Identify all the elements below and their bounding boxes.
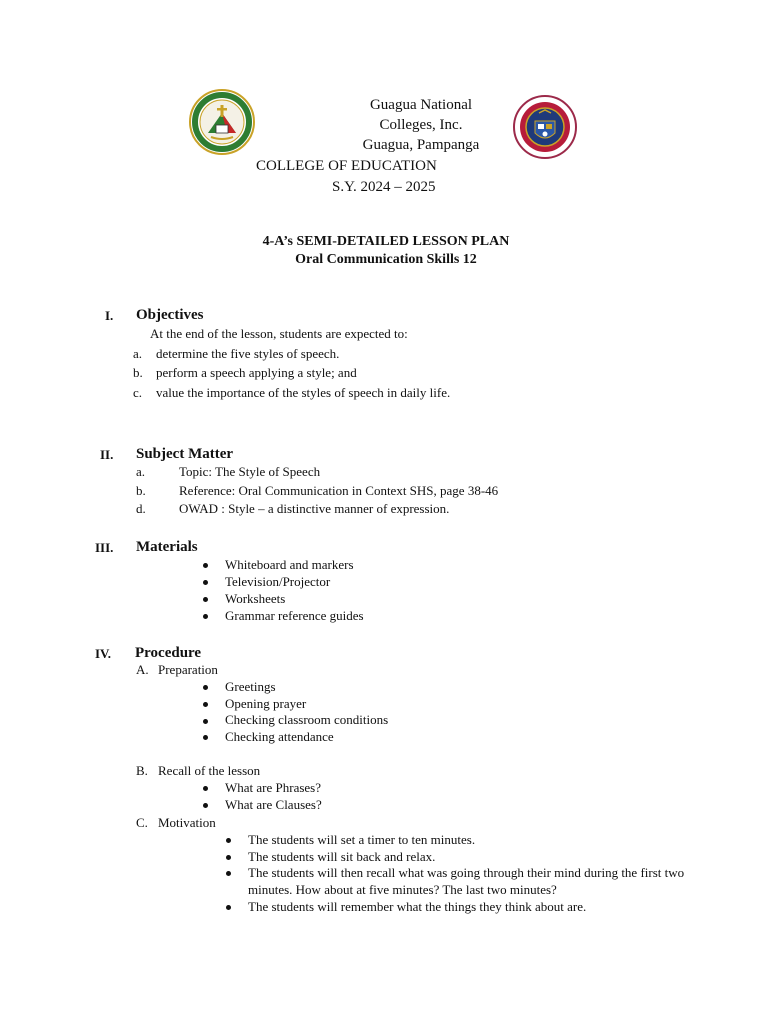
section-heading-subject-matter: Subject Matter — [136, 446, 234, 462]
bullet-icon — [203, 563, 208, 568]
list-item: What are Clauses? — [225, 797, 322, 812]
section-numeral-subject-matter: II. — [100, 447, 114, 462]
bullet-icon — [226, 855, 231, 860]
bullet-icon — [203, 786, 208, 791]
list-marker: a. — [136, 464, 146, 479]
subsection-marker: C. — [136, 815, 148, 830]
objectives-intro: At the end of the lesson, students are expected to: — [150, 326, 408, 341]
subsection-marker: B. — [136, 763, 148, 778]
list-item: value the importance of the styles of speech in daily life. — [156, 385, 451, 400]
list-item: perform a speech applying a style; and — [156, 365, 357, 380]
bullet-icon — [203, 597, 208, 602]
list-item: Worksheets — [225, 591, 286, 606]
list-marker: a. — [133, 346, 143, 361]
list-marker: c. — [133, 385, 143, 400]
bullet-icon — [203, 719, 208, 724]
section-heading-procedure: Procedure — [135, 645, 202, 661]
list-item: Grammar reference guides — [225, 608, 364, 623]
list-item: Television/Projector — [225, 574, 331, 589]
subject-title: Oral Communication Skills 12 — [295, 252, 477, 267]
list-item: Checking classroom conditions — [225, 712, 389, 727]
college-name: COLLEGE OF EDUCATION — [256, 158, 437, 174]
list-item: The students will then recall what was going through their mind during the first two — [248, 865, 685, 880]
school-name-line-2: Colleges, Inc. — [379, 117, 463, 133]
list-item-continuation: minutes. How about at five minutes? The last two minutes? — [248, 882, 557, 897]
school-year: S.Y. 2024 – 2025 — [332, 179, 436, 195]
bullet-icon — [226, 905, 231, 910]
bullet-icon — [203, 685, 208, 690]
bullet-icon — [226, 838, 231, 843]
list-item: What are Phrases? — [225, 780, 322, 795]
list-item: The students will set a timer to ten minutes. — [248, 832, 476, 847]
bullet-icon — [226, 871, 231, 876]
college-of-education-seal — [513, 95, 577, 159]
list-item: determine the five styles of speech. — [156, 346, 340, 361]
bullet-icon — [203, 803, 208, 808]
list-item: OWAD : Style – a distinctive manner of expression. — [179, 501, 450, 516]
list-item: Opening prayer — [225, 696, 307, 711]
list-marker: d. — [136, 501, 146, 516]
subsection-label-motivation: Motivation — [158, 815, 216, 830]
section-numeral-procedure: IV. — [95, 646, 112, 661]
bullet-icon — [203, 614, 208, 619]
list-item: Topic: The Style of Speech — [179, 464, 321, 479]
lesson-plan-title: 4-A’s SEMI-DETAILED LESSON PLAN — [262, 234, 510, 249]
section-heading-objectives: Objectives — [136, 307, 204, 323]
list-marker: b. — [133, 365, 143, 380]
school-location: Guagua, Pampanga — [362, 137, 480, 153]
bullet-icon — [203, 735, 208, 740]
section-heading-materials: Materials — [136, 539, 198, 555]
subsection-marker: A. — [136, 662, 149, 677]
school-name-line-1: Guagua National — [369, 97, 473, 113]
guagua-national-colleges-seal — [189, 89, 255, 155]
list-item: Greetings — [225, 679, 276, 694]
subsection-label-preparation: Preparation — [158, 662, 218, 677]
list-item: Whiteboard and markers — [225, 557, 354, 572]
list-item: The students will sit back and relax. — [248, 849, 436, 864]
list-item: The students will remember what the things they think about are. — [248, 899, 587, 914]
list-marker: b. — [136, 483, 146, 498]
list-item: Reference: Oral Communication in Context SHS, page 38-46 — [179, 483, 499, 498]
bullet-icon — [203, 702, 208, 707]
list-item: Checking attendance — [225, 729, 334, 744]
subsection-label-recall: Recall of the lesson — [158, 763, 261, 778]
section-numeral-objectives: I. — [105, 308, 114, 323]
bullet-icon — [203, 580, 208, 585]
section-numeral-materials: III. — [95, 540, 114, 555]
